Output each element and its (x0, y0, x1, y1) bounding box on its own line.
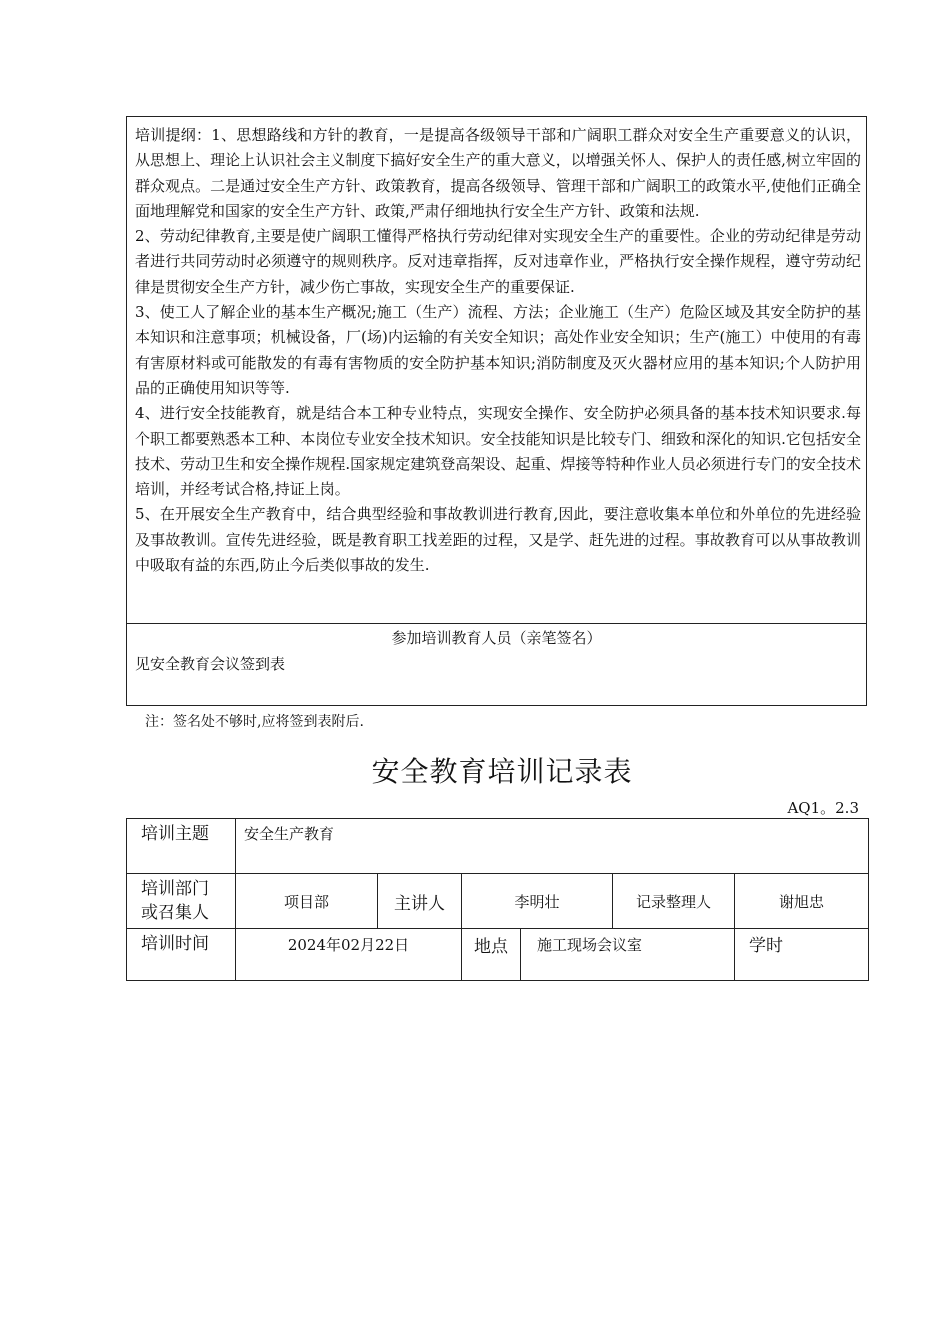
time-value: 2024年02月22日 (236, 929, 462, 981)
hours-label: 学时 (735, 929, 869, 981)
training-outline-text (135, 123, 861, 578)
outline-paragraph-1: 培训提纲：1、思想路线和方针的教育，一是提高各级领导干部和广阔职工群众对安全生产重要意义的认识，从思想上、理论上认识社会主义制度下搞好安全生产的重大意义，以增强关怀人、保护人的责任感,树立牢固的群众观点。二是通过安全生产方针、政策教育，提高各级领导、管理干部和广阔职工的政策水平,使他们正确全面地理解党和国家的安全生产方针、政策,严肃仔细地执行安全生产方针、政策和法规. (135, 126, 861, 220)
row-topic (127, 819, 869, 874)
form-code: AQ1。2.3 (787, 799, 859, 817)
outline-paragraph-3: 3、使工人了解企业的基本生产概况;施工（生产）流程、方法；企业施工（生产）危险区域及其安全防护的基本知识和注意事项；机械设备，厂(场)内运输的有关安全知识；高处作业安全知识；生产(施工）中使用的有毒有害原材料或可能散发的有毒有害物质的安全防护基本知识;消防制度及灭火器材应用的基本知识;个人防护用品的正确使用知识等等. (135, 303, 861, 397)
training-record-table (126, 818, 869, 981)
place-label: 地点 (462, 929, 521, 981)
place-value: 施工现场会议室 (521, 929, 735, 981)
signature-heading: 参加培训教育人员（亲笔签名） (391, 629, 602, 647)
department-label: 培训部门 或召集人 (127, 874, 236, 929)
signature-content: 见安全教育会议签到表 (135, 655, 286, 673)
topic-value: 安全生产教育 (236, 819, 869, 874)
outline-paragraph-5: 5、在开展安全生产教育中，结合典型经验和事故教训进行教育,因此，要注意收集本单位和外单位的先进经验及事故教训。宣传先进经验，既是教育职工找差距的过程，又是学、赶先进的过程。事故教育可以从事故教训中吸取有益的东西,防止今后类似事故的发生. (135, 505, 861, 575)
speaker-value: 李明壮 (462, 874, 613, 929)
department-value: 项目部 (236, 874, 378, 929)
outline-paragraph-2: 2、劳动纪律教育,主要是使广阔职工懂得严格执行劳动纪律对实现安全生产的重要性。企业的劳动纪律是劳动者进行共同劳动时必须遵守的规则秩序。反对违章指挥，反对违章作业，严格执行安全操作规程，遵守劳动纪律是贯彻安全生产方针，减少伤亡事故，实现安全生产的重要保证. (135, 227, 861, 296)
speaker-label: 主讲人 (378, 874, 462, 929)
topic-label: 培训主题 (127, 819, 236, 874)
row-department (127, 874, 869, 929)
time-label: 培训时间 (127, 929, 236, 981)
row-time (127, 929, 869, 981)
form-title: 安全教育培训记录表 (371, 755, 633, 788)
signature-note: 注：签名处不够时,应将签到表附后. (145, 714, 364, 730)
training-outline-box (126, 116, 867, 706)
signature-divider (127, 623, 866, 624)
recorder-value: 谢旭忠 (735, 874, 869, 929)
outline-paragraph-4: 4、进行安全技能教育，就是结合本工种专业特点，实现安全操作、安全防护必须具备的基本技术知识要求.每个职工都要熟悉本工种、本岗位专业安全技术知识。安全技能知识是比较专门、细致和深化的知识.它包括安全技术、劳动卫生和安全操作规程.国家规定建筑登高架设、起重、焊接等特种作业人员必须进行专门的安全技术培训，并经考试合格,持证上岗。 (135, 404, 861, 499)
recorder-label: 记录整理人 (613, 874, 735, 929)
